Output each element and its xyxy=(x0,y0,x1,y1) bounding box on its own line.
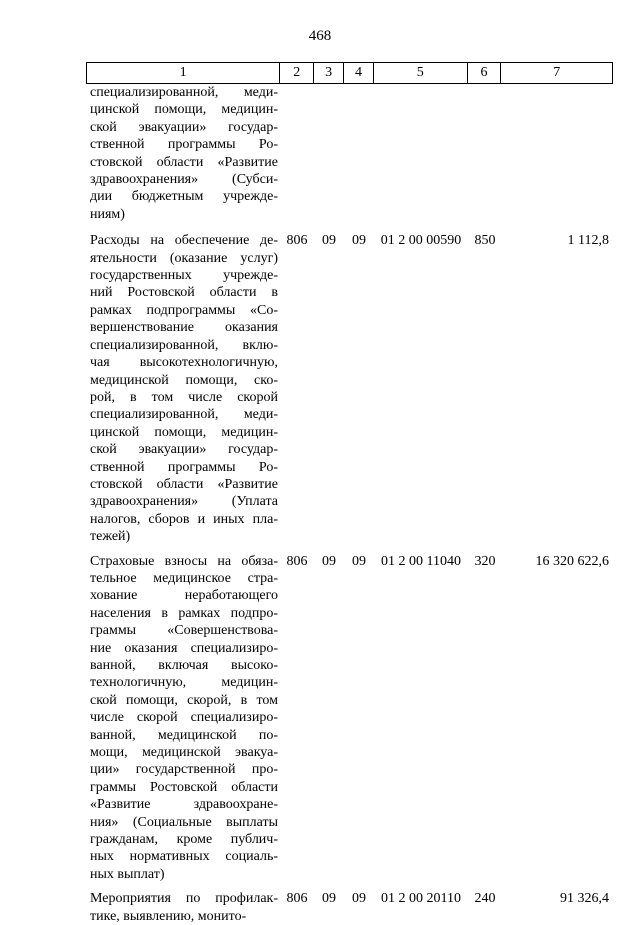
row-name-cell xyxy=(86,890,280,925)
row-name-line: специализированной, меди- xyxy=(90,407,278,423)
section-code-cell: 09 xyxy=(322,553,336,569)
header-col-7: 7 xyxy=(553,65,561,80)
table-row xyxy=(86,232,613,545)
row-name-line: ванной, включая высоко- xyxy=(90,658,278,673)
row-name-line: налогов, сборов и иных пла- xyxy=(90,511,278,527)
subsection-code-cell: 09 xyxy=(352,553,366,569)
subsection-code-cell: 09 xyxy=(352,891,366,907)
amount-cell: 16 320 622,6 xyxy=(535,553,609,569)
ministry-code-cell: 806 xyxy=(286,553,308,569)
row-name-line: ниям) xyxy=(90,206,125,222)
row-name-cell xyxy=(86,232,280,545)
table-row xyxy=(86,84,613,223)
row-name-line: ных нормативных социаль- xyxy=(90,849,278,865)
amount-cell xyxy=(502,84,613,223)
ministry-code-cell: 806 xyxy=(286,233,308,249)
row-name-line: граммы «Совершенствова- xyxy=(90,623,278,639)
row-name-line: стовской области «Развитие xyxy=(90,154,278,170)
table-row xyxy=(86,553,613,884)
target-article-cell: 01 2 00 00590 xyxy=(380,233,462,249)
row-name-line: медицинской помощи, ско- xyxy=(90,372,278,388)
row-name-line: специализированной, меди- xyxy=(90,85,278,100)
row-name-line: технологичную, медицин- xyxy=(90,675,278,691)
row-name-line: ственной программы Ро- xyxy=(90,137,278,153)
expense-type-cell: 850 xyxy=(474,233,496,249)
header-col-6: 6 xyxy=(468,63,502,83)
row-name-line: рамках подпрограммы «Со- xyxy=(90,302,278,318)
row-name-line: мощи, медицинской эвакуа- xyxy=(90,745,278,761)
row-name-line: рой, в том числе скорой xyxy=(90,389,278,405)
row-name-line: ятельности (оказание услуг) xyxy=(90,250,278,266)
row-name-line: граммы Ростовской области xyxy=(90,779,278,795)
target-article-cell: 01 2 00 11040 xyxy=(381,553,461,569)
ministry-code-cell: 806 xyxy=(286,891,308,907)
row-name-line: ний Ростовской области в xyxy=(90,285,278,301)
row-name-cell xyxy=(86,84,280,223)
row-name-line: числе скорой специализиро- xyxy=(90,710,278,726)
row-name-line: цинской помощи, медицин- xyxy=(90,424,278,440)
row-name-line: цинской помощи, медицин- xyxy=(90,102,278,118)
row-name-line: чая высокотехнологичную, xyxy=(90,355,278,371)
row-name-line: здравоохранения» (Уплата xyxy=(90,494,278,510)
page-number: 468 xyxy=(308,28,332,44)
row-name-line: тежей) xyxy=(90,529,131,545)
header-col-2: 2 xyxy=(280,63,314,83)
row-name-line: Мероприятия по профилак- xyxy=(90,891,278,907)
section-code-cell: 09 xyxy=(322,233,336,249)
header-col-4: 4 xyxy=(344,63,374,83)
row-name-line: Расходы на обеспечение де- xyxy=(90,233,278,249)
row-name-line: ственной программы Ро- xyxy=(90,459,278,475)
row-name-line: дии бюджетным учрежде- xyxy=(90,189,278,205)
subsection-code-cell xyxy=(344,84,374,223)
subsection-code-cell: 09 xyxy=(352,233,366,249)
row-name-line: государственных учрежде- xyxy=(90,268,278,284)
row-name-line: здравоохранения» (Субси- xyxy=(90,172,278,188)
row-name-line: ской эвакуации» государ- xyxy=(90,119,278,135)
row-name-line: вершенствование оказания xyxy=(90,320,278,336)
row-name-line: населения в рамках подпро- xyxy=(90,605,278,621)
table-row xyxy=(86,890,613,925)
row-name-line: ния» (Социальные выплаты xyxy=(90,814,278,830)
row-name-line: тельное медицинское стра- xyxy=(90,570,278,586)
amount-cell: 91 326,4 xyxy=(560,891,609,907)
expense-type-cell: 240 xyxy=(474,891,496,907)
row-name-line: тике, выявлению, монито- xyxy=(90,908,247,924)
row-name-line: стовской области «Развитие xyxy=(90,476,278,492)
ministry-code-cell xyxy=(280,84,314,223)
row-name-line: Страховые взносы на обяза- xyxy=(90,553,278,569)
expense-type-cell xyxy=(468,84,502,223)
row-name-line: специализированной, вклю- xyxy=(90,337,278,353)
row-name-line: хование неработающего xyxy=(90,588,278,604)
budget-table xyxy=(86,62,613,925)
row-name-line: ской эвакуации» государ- xyxy=(90,442,278,458)
table-header-row xyxy=(86,62,613,84)
row-name-line: ние оказания специализиро- xyxy=(90,640,278,656)
header-col-5: 5 xyxy=(374,63,468,83)
expense-type-cell: 320 xyxy=(474,553,496,569)
header-col-1: 1 xyxy=(87,63,280,83)
target-article-cell xyxy=(374,84,468,223)
amount-cell: 1 112,8 xyxy=(567,233,609,249)
target-article-cell: 01 2 00 20110 xyxy=(381,891,461,907)
header-col-3: 3 xyxy=(314,63,344,83)
section-code-cell xyxy=(314,84,344,223)
section-code-cell: 09 xyxy=(322,891,336,907)
row-name-line: ванной, медицинской по- xyxy=(90,727,278,743)
row-name-cell xyxy=(86,553,280,884)
row-name-line: «Развитие здравоохране- xyxy=(90,797,278,813)
row-name-line: ных выплат) xyxy=(90,866,165,882)
row-name-line: ской помощи, скорой, в том xyxy=(90,692,278,708)
row-name-line: ции» государственной про- xyxy=(90,762,278,778)
table-body xyxy=(86,84,613,925)
row-name-line: гражданам, кроме публич- xyxy=(90,832,278,848)
